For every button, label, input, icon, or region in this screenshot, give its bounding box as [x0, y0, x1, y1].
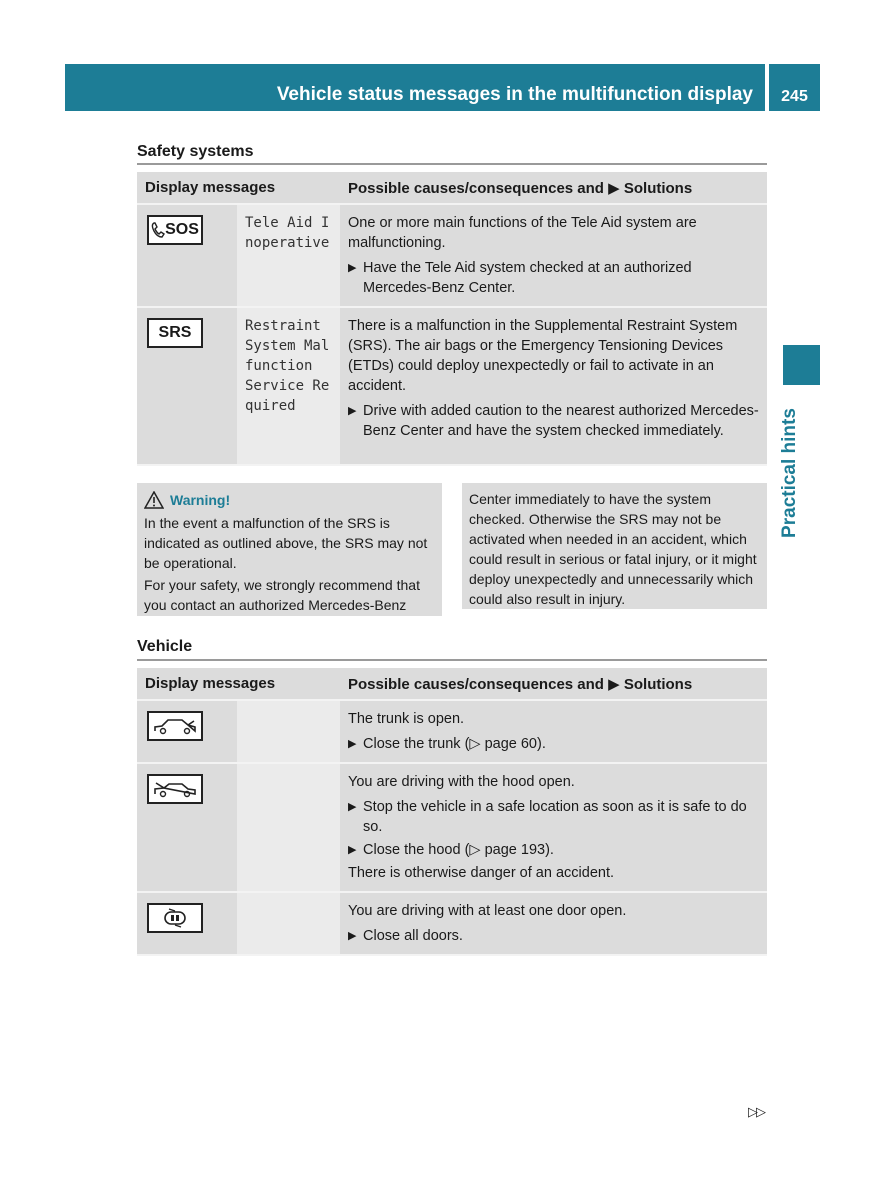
section-rule	[137, 163, 767, 165]
message-description: You are driving with the hood open. ▶ Stop the vehicle in a safe location as soon as it is safe to do so. ▶ Close the hood (▷ page 193). There is otherwise danger of an accident.	[340, 763, 767, 892]
message-name: Restraint System Malfunction Service Required	[237, 307, 340, 465]
table-header-row	[137, 668, 767, 700]
message-description: There is a malfunction in the Supplemental Restraint System (SRS). The air bags or the Emergency Tensioning Devices (ETDs) could deploy unexpectedly or fail to activate in an accident. ▶ Drive with added caution to the nearest authorized Mercedes-Benz Center and have the system checked immediately.	[340, 307, 767, 465]
message-name	[237, 763, 340, 892]
table-row	[137, 700, 767, 763]
bullet-arrow-icon: ▶	[348, 801, 357, 813]
arrow-right-icon: ▶	[608, 179, 620, 197]
table-row	[137, 204, 767, 307]
col-causes-solutions: Possible causes/consequences and ▶ Solutions	[340, 668, 767, 700]
warning-continuation: Center immediately to have the system checked. Otherwise the SRS may not be activated when needed in an accident, which could result in serious or fatal injury, or it might deploy unexpectedly and unnecessarily which could also result in injury.	[462, 483, 767, 609]
bullet-arrow-icon: ▶	[348, 738, 357, 750]
warning-heading: Warning!	[144, 489, 435, 511]
arrow-right-icon: ▶	[608, 675, 620, 693]
section-rule	[137, 659, 767, 661]
col-display-messages: Display messages	[137, 668, 340, 700]
message-description: You are driving with at least one door open. ▶ Close all doors.	[340, 892, 767, 955]
bullet-arrow-icon: ▶	[348, 405, 357, 417]
icon-cell	[137, 700, 237, 763]
message-description: One or more main functions of the Tele Aid system are malfunctioning. ▶ Have the Tele Aid system checked at an authorized Mercedes-Benz Center.	[340, 204, 767, 307]
icon-cell	[137, 307, 237, 465]
icon-cell	[137, 204, 237, 307]
table-row	[137, 307, 767, 465]
side-tab-marker	[783, 345, 820, 385]
warning-box	[137, 483, 442, 616]
bullet-arrow-icon: ▶	[348, 262, 357, 274]
side-tab-label: Practical hints	[779, 407, 800, 538]
icon-cell	[137, 763, 237, 892]
table-row	[137, 763, 767, 892]
door-open-icon	[147, 903, 203, 933]
section-title-safety: Safety systems	[137, 143, 254, 160]
message-name	[237, 892, 340, 955]
message-name: Tele Aid Inoperative	[237, 204, 340, 307]
warning-text: For your safety, we strongly recommend that you contact an authorized Mercedes-Benz	[144, 577, 420, 613]
table-header-row	[137, 172, 767, 204]
col-causes-solutions: Possible causes/consequences and ▶ Solutions	[340, 172, 767, 204]
sos-phone-icon: SOS	[147, 215, 203, 245]
bullet-arrow-icon: ▶	[348, 930, 357, 942]
col-display-messages: Display messages	[137, 172, 340, 204]
section-title-vehicle: Vehicle	[137, 638, 193, 655]
icon-cell	[137, 892, 237, 955]
page-title: Vehicle status messages in the multifunction display	[276, 84, 753, 105]
vehicle-table	[137, 668, 767, 956]
page-number: 245	[769, 64, 820, 111]
warning-text: In the event a malfunction of the SRS is indicated as outlined above, the SRS may not be operational.	[144, 515, 428, 571]
bullet-arrow-icon: ▶	[348, 844, 357, 856]
safety-table	[137, 172, 767, 466]
header-bar	[65, 64, 765, 111]
warning-triangle-icon	[144, 491, 164, 509]
srs-icon: SRS	[147, 318, 203, 348]
hood-open-icon	[147, 774, 203, 804]
message-name	[237, 700, 340, 763]
trunk-open-icon	[147, 711, 203, 741]
table-row	[137, 892, 767, 955]
continue-arrows-icon: ▷▷	[748, 1104, 764, 1119]
message-description: The trunk is open. ▶ Close the trunk (▷ page 60).	[340, 700, 767, 763]
